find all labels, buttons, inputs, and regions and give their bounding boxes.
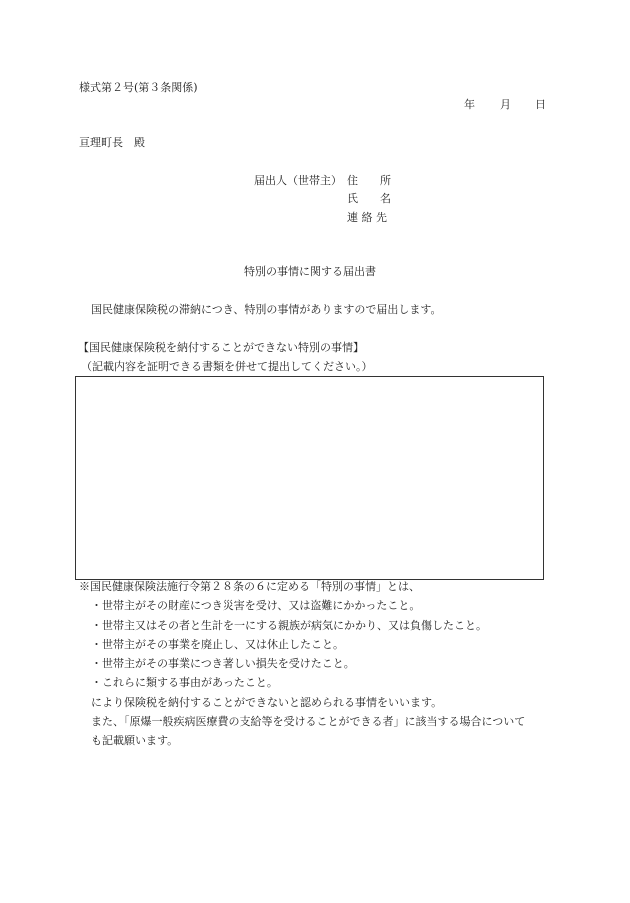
date-year: 年 bbox=[464, 98, 475, 111]
applicant-address-label: 住 所 bbox=[347, 174, 391, 187]
notes-intro: ※国民健康保険法施行令第２８条の６に定める「特別の事情」とは、 bbox=[79, 580, 420, 593]
section-heading: 【国民健康保険税を納付することができない特別の事情】 bbox=[78, 341, 364, 354]
applicant-contact-label: 連 絡 先 bbox=[347, 211, 387, 224]
notes-item: ・世帯主がその事業につき著しい損失を受けたこと。 bbox=[91, 657, 355, 670]
notes-conclusion: により保険税を納付することができないと認められる事情をいいます。 bbox=[91, 696, 443, 709]
addressee: 亘理町長 殿 bbox=[79, 136, 145, 149]
document-title: 特別の事情に関する届出書 bbox=[244, 265, 376, 278]
notes-item: ・これらに類する事由があったこと。 bbox=[91, 676, 278, 689]
applicant-name-label: 氏 名 bbox=[347, 192, 391, 205]
notes-additional: また、「原爆一般疾病医療費の支給等を受けることができる者」に該当する場合について bbox=[91, 715, 526, 728]
applicant-label: 届出人（世帯主） bbox=[254, 174, 342, 187]
notes-additional-cont: も記載願います。 bbox=[91, 734, 179, 747]
notes-item: ・世帯主又はその者と生計を一にする親族が病気にかかり、又は負傷したこと。 bbox=[91, 619, 487, 632]
date-month: 月 bbox=[500, 98, 511, 111]
notes-item: ・世帯主がその事業を廃止し、又は休止したこと。 bbox=[91, 638, 344, 651]
section-note: （記載内容を証明できる書類を併せて提出してください。） bbox=[81, 360, 373, 373]
statement: 国民健康保険税の滞納につき、特別の事情がありますので届出します。 bbox=[91, 303, 442, 316]
date-day: 日 bbox=[535, 98, 546, 111]
special-circumstances-field[interactable] bbox=[75, 376, 544, 580]
notes-item: ・世帯主がその財産につき災害を受け、又は盗難にかかったこと。 bbox=[91, 599, 421, 612]
form-number: 様式第２号(第３条関係) bbox=[79, 81, 198, 94]
